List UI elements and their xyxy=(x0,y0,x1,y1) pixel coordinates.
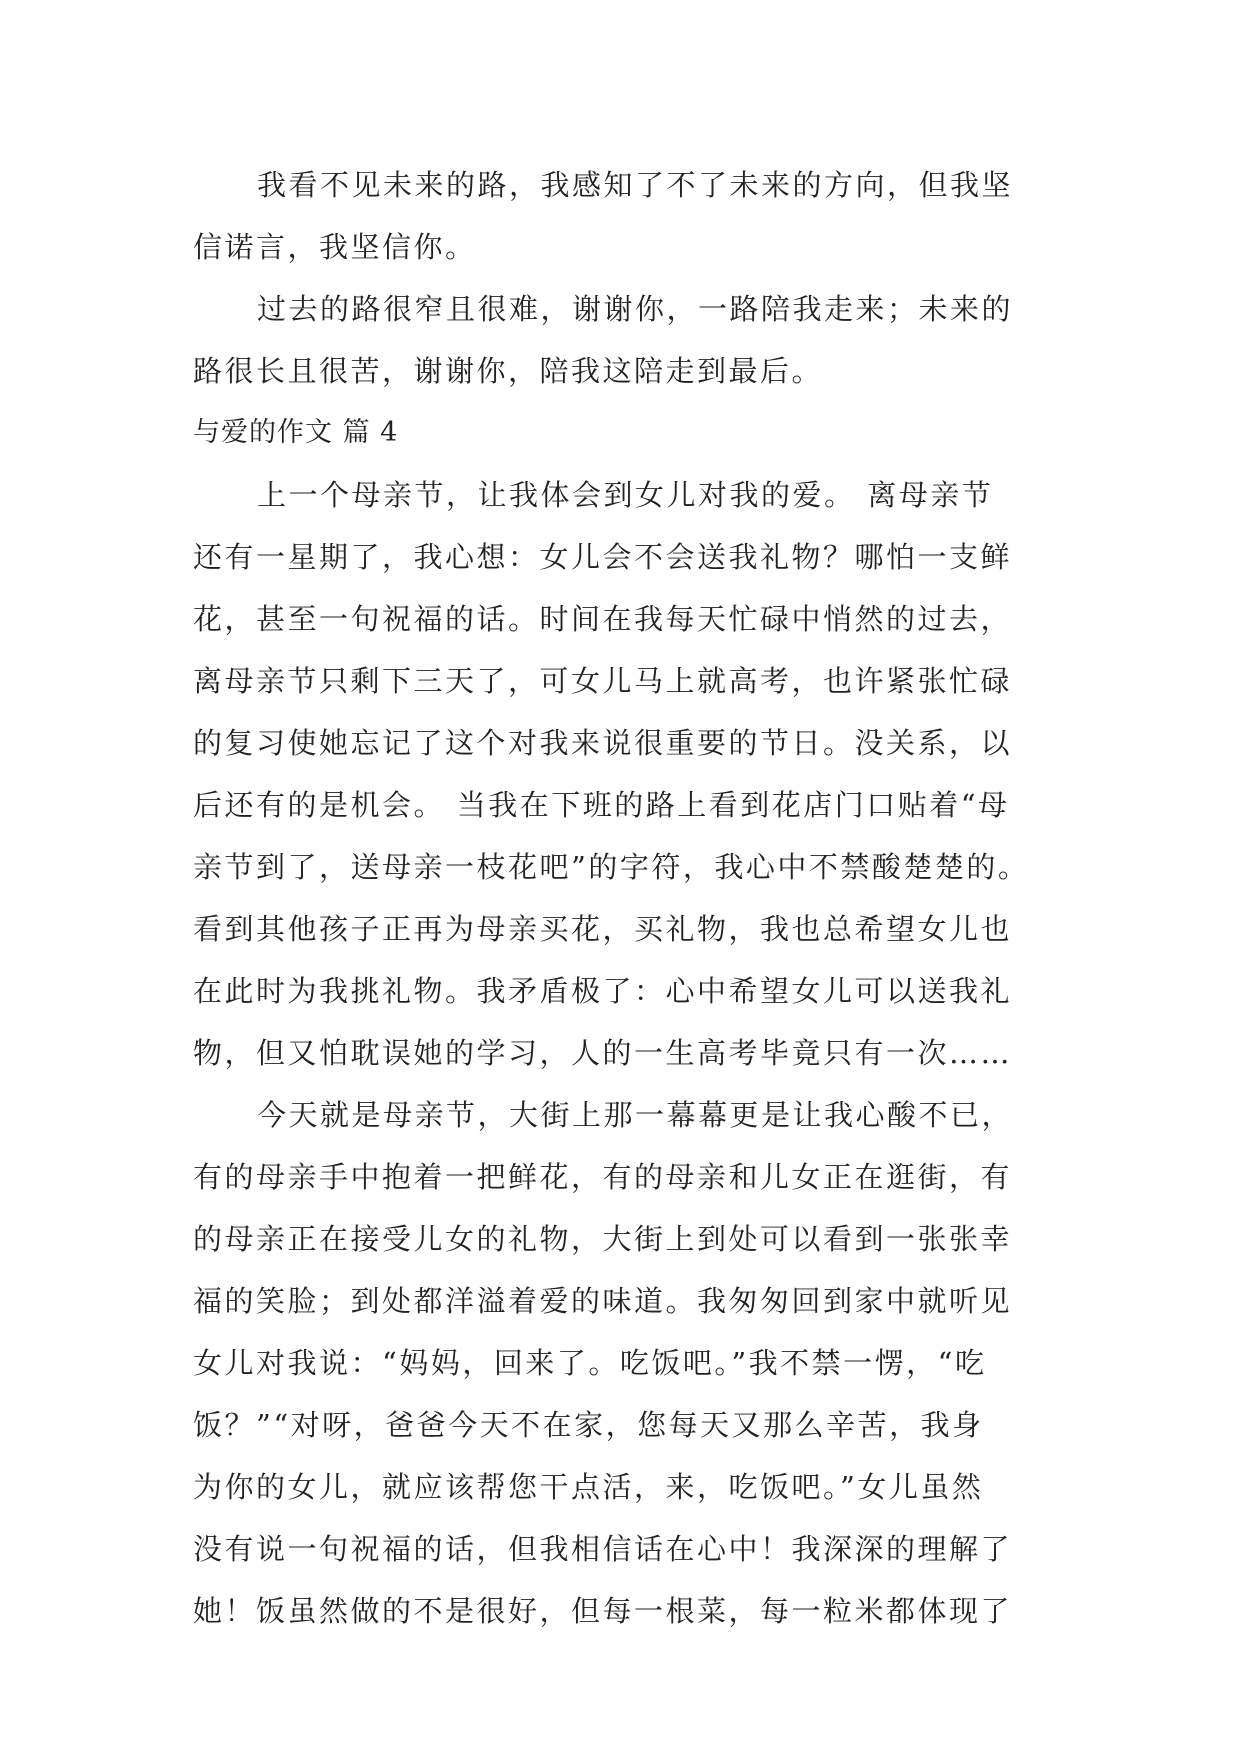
paragraph-line: 信诺言，我坚信你。 xyxy=(193,230,477,264)
paragraph xyxy=(193,278,1055,402)
paragraph-line: 没有说一句祝福的话，但我相信话在心中！我深深的理解了 xyxy=(193,1532,1013,1566)
paragraph-line: 看到其他孩子正再为母亲买花，买礼物，我也总希望女儿也 xyxy=(193,912,1013,946)
paragraph-line: 在此时为我挑礼物。我矛盾极了：心中希望女儿可以送我礼 xyxy=(193,974,1013,1008)
section-heading: 与爱的作文 篇 4 xyxy=(193,417,399,448)
paragraph-line: 今天就是母亲节，大街上那一幕幕更是让我心酸不已， xyxy=(257,1098,1014,1132)
paragraph-line: 还有一星期了，我心想：女儿会不会送我礼物？哪怕一支鲜 xyxy=(193,540,1013,574)
paragraph-line: 上一个母亲节，让我体会到女儿对我的爱。 离母亲节 xyxy=(257,478,994,512)
paragraph-line: 离母亲节只剩下三天了，可女儿马上就高考，也许紧张忙碌 xyxy=(193,664,1013,698)
paragraph-line: 物，但又怕耽误她的学习，人的一生高考毕竟只有一次…… xyxy=(193,1036,1013,1070)
document-body xyxy=(193,154,1055,1642)
paragraph-line: 路很长且很苦，谢谢你，陪我这陪走到最后。 xyxy=(193,354,824,388)
paragraph-line: 为你的女儿，就应该帮您干点活，来，吃饭吧。”女儿虽然 xyxy=(193,1470,984,1504)
paragraph xyxy=(193,464,1055,1084)
paragraph-line: 亲节到了，送母亲一枝花吧”的字符，我心中不禁酸楚楚的。 xyxy=(193,850,1030,884)
paragraph-line: 福的笑脸；到处都洋溢着爱的味道。我匆匆回到家中就听见 xyxy=(193,1284,1013,1318)
paragraph xyxy=(193,154,1055,278)
paragraph-line: 花，甚至一句祝福的话。时间在我每天忙碌中悄然的过去， xyxy=(193,602,1013,636)
paragraph-line: 的母亲正在接受儿女的礼物，大街上到处可以看到一张张幸 xyxy=(193,1222,1013,1256)
paragraph-line: 我看不见未来的路，我感知了不了未来的方向，但我坚 xyxy=(257,168,1014,202)
paragraph-line: 有的母亲手中抱着一把鲜花，有的母亲和儿女正在逛街，有 xyxy=(193,1160,1013,1194)
paragraph-line: 的复习使她忘记了这个对我来说很重要的节日。没关系，以 xyxy=(193,726,1013,760)
paragraph xyxy=(193,1084,1055,1642)
paragraph-line: 她！饭虽然做的不是很好，但每一根菜，每一粒米都体现了 xyxy=(193,1594,1013,1628)
paragraph-line: 后还有的是机会。 当我在下班的路上看到花店门口贴着“母 xyxy=(193,788,1010,822)
paragraph-line: 女儿对我说：“妈妈，回来了。吃饭吧。”我不禁一愣，“吃 xyxy=(193,1346,987,1380)
paragraph-line: 过去的路很窄且很难，谢谢你，一路陪我走来；未来的 xyxy=(257,292,1014,326)
paragraph-line: 饭？”“对呀，爸爸今天不在家，您每天又那么辛苦，我身 xyxy=(193,1408,984,1442)
